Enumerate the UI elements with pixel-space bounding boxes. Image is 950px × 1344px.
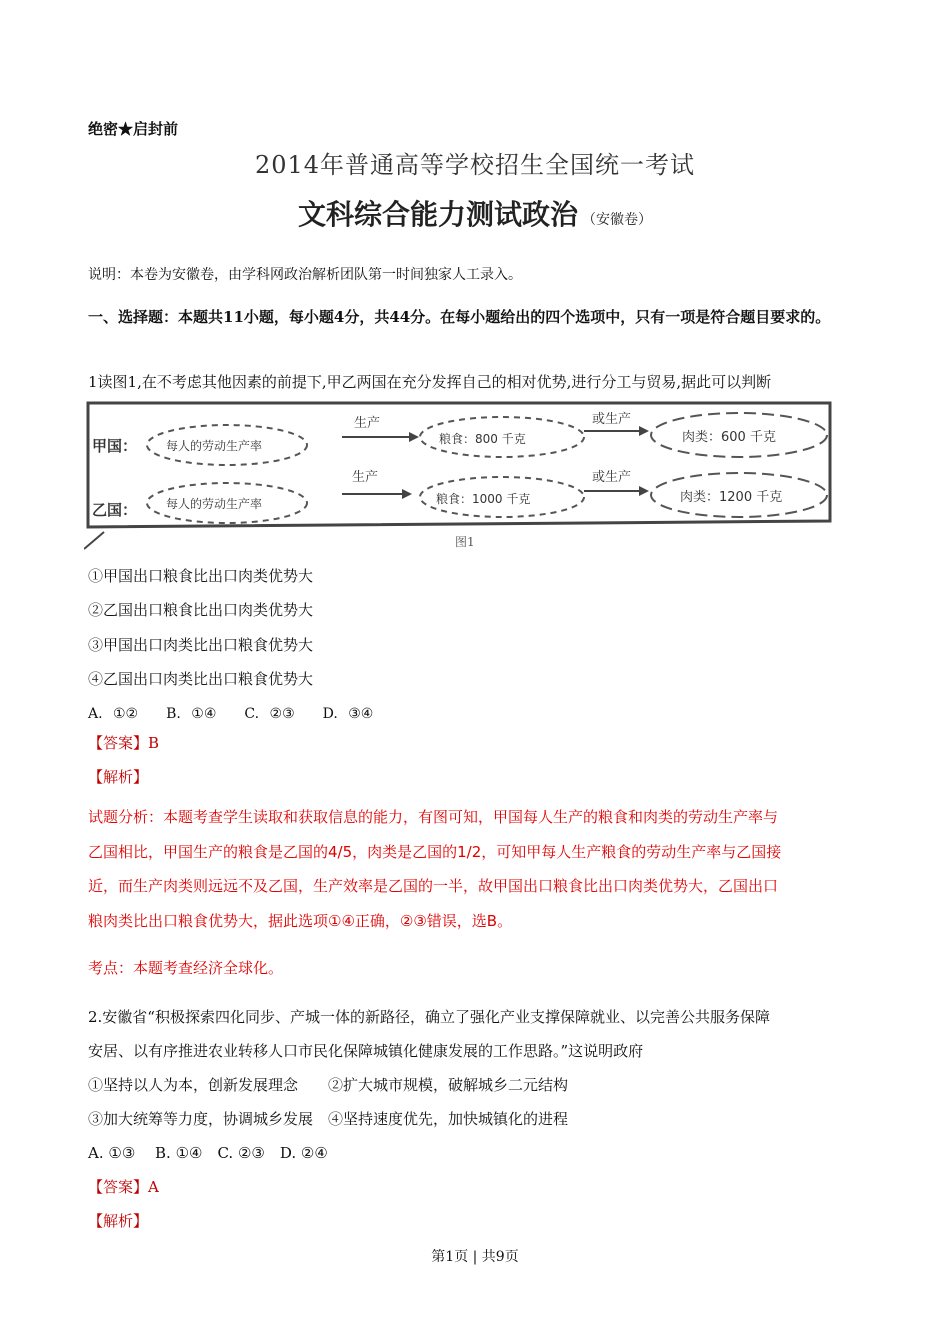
q1-option-4: ④乙国出口肉类比出口粮食优势大 [88,670,314,688]
figure-1-caption: 图1 [455,535,475,549]
fig-row1-country: 甲国： [92,437,138,455]
q1-option-1: ①甲国出口粮食比出口肉类优势大 [88,567,314,585]
q2-answer-label: 【答案】 [88,1178,149,1196]
q2-choices: A. ①③ B. ①④ C. ②③ D. ②④ [88,1144,328,1162]
fig-row1-arrow2: 或生产 [592,412,632,427]
subject-title [0,193,950,233]
q2-answer-value: A [148,1178,159,1196]
exam-title: 2014年普通高等学校招生全国统一考试 [254,151,696,179]
page-footer: 第1页 | 共9页 [431,1249,519,1265]
fig-row1-product1: 粮食：800 千克 [439,432,526,446]
fig-row1-product2: 肉类：600 千克 [682,430,776,445]
fig-row2-rate: 每人的劳动生产率 [166,497,263,511]
question-2 [88,1000,868,1238]
q2-options-row-1: ①坚持以人为本，创新发展理念 ②扩大城市规模，破解城乡二元结构 [88,1076,569,1094]
q1-option-3: ③甲国出口肉类比出口粮食优势大 [88,636,314,654]
q1-analysis [88,800,868,938]
figure-1 [84,397,874,557]
fig-row1-rate: 每人的劳动生产率 [166,439,263,453]
q1-analysis-line: 乙国相比，甲国生产的粮食是乙国的4/5，肉类是乙国的1/2，可知甲每人生产粮食的劳动生产率与乙国接 [88,842,782,861]
q1-analysis-line: 近，而生产肉类则远远不及乙国，生产效率是乙国的一半，故甲国出口粮食比出口肉类优势大，乙国出口 [88,877,779,895]
note-text: 说明：本卷为安徽卷，由学科网政治解析团队第一时间独家人工录入。 [88,267,522,283]
q1-answer-label: 【答案】 [88,734,149,752]
q2-stem-line: 2.安徽省“积极探索四化同步、产城一体的新路径，确立了强化产业支撑保障就业、以完善公共服务保障 [88,1008,770,1026]
question-1-stem: 1读图1,在不考虑其他因素的前提下,甲乙两国在充分发挥自己的相对优势,进行分工与贸易,据此可以判断 [88,373,772,391]
q1-option-2: ②乙国出口粮食比出口肉类优势大 [88,601,314,619]
fig-row2-arrow1: 生产 [352,470,379,485]
fig-row2-product2: 肉类：1200 千克 [680,490,783,505]
subject-suffix: （安徽卷） [582,212,652,228]
q1-kaodian: 考点：本题考查经济全球化。 [88,959,284,977]
fig-row2-country: 乙国： [92,501,138,519]
q1-analysis-line: 粮肉类比出口粮食优势大，据此选项①④正确，②③错误，选B。 [88,911,513,930]
q1-choices: A. ①② B. ①④ C. ②③ D. ③④ [88,706,374,722]
q2-analysis-label: 【解析】 [88,1212,149,1230]
q1-analysis-label: 【解析】 [88,768,149,786]
fig-row1-arrow1: 生产 [354,416,381,431]
q1-answer-value: B [148,734,160,752]
fig-row2-arrow2: 或生产 [592,470,632,485]
q2-stem-line: 安居、以有序推进农业转移人口市民化保障城镇化健康发展的工作思路。”这说明政府 [88,1042,644,1060]
subject-title-text: 文科综合能力测试政治 [297,198,578,231]
q1-answer [88,732,159,753]
q2-options-row-2: ③加大统筹等力度，协调城乡发展 ④坚持速度优先，加快城镇化的进程 [88,1110,569,1128]
section-heading: 一、选择题：本题共11小题，每小题4分，共44分。在每小题给出的四个选项中，只有一项是符合题目要求的。 [88,308,831,326]
secret-label: 绝密★启封前 [88,120,179,138]
fig-row2-product1: 粮食：1000 千克 [436,492,531,506]
q2-answer [88,1170,868,1204]
q1-analysis-line: 试题分析：本题考查学生读取和获取信息的能力，有图可知，甲国每人生产的粮食和肉类的劳动生产率与 [88,808,779,826]
